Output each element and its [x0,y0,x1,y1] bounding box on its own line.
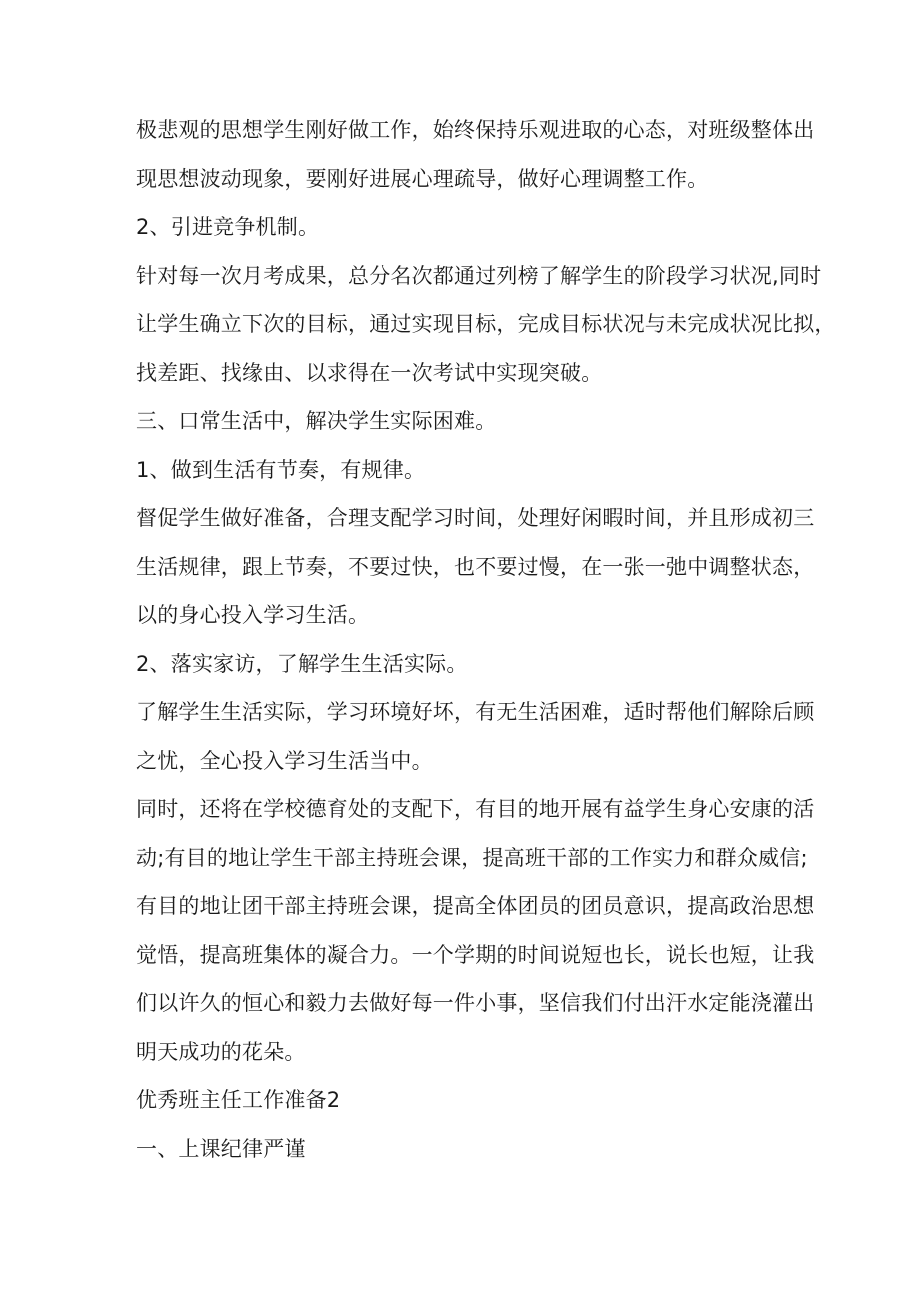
text-line: 针对每一次月考成果，总分名次都通过列榜了解学生的阶段学习状况,同时 [136,263,822,288]
section-heading: 2、落实家访，了解学生生活实际。 [136,651,468,676]
text-line: 们以许久的恒心和毅力去做好每一件小事，坚信我们付出汗水定能浇灌出 [136,991,815,1015]
text-line: 现思想波动现象，要刚好进展心理疏导，做好心理调整工作。 [136,166,709,191]
section-heading: 优秀班主任工作准备2 [136,1088,341,1112]
section-heading: 2、引进竞争机制。 [136,215,320,239]
text-line: 极悲观的思想学生刚好做工作，始终保持乐观进取的心态，对班级整体出 [136,118,815,142]
text-line: 了解学生生活实际，学习环境好坏，有无生活困难，适时帮他们解除后顾 [136,700,815,724]
text-line: 找差距、找缘由、以求得在一次考试中实现突破。 [136,360,603,385]
section-heading: 一、上课纪律严谨 [136,1136,306,1161]
text-line: 同时，还将在学校德育处的支配下，有目的地开展有益学生身心安康的活 [136,797,815,821]
text-line: 动;有目的地让学生干部主持班会课，提高班干部的工作实力和群众威信; [136,845,808,870]
section-heading: 三、口常生活中，解决学生实际困难。 [136,409,497,433]
text-line: 觉悟，提高班集体的凝合力。一个学期的时间说短也长，说长也短，让我 [136,942,815,967]
text-line: 明天成功的花朵。 [136,1039,306,1064]
document-body [136,106,836,1173]
text-line: 生活规律，跟上节奏，不要过快，也不要过慢，在一张一弛中调整状态， [136,554,815,579]
text-line: 之忧，全心投入学习生活当中。 [136,748,433,773]
text-line: 督促学生做好准备，合理支配学习时间，处理好闲暇时间，并且形成初三 [136,506,815,530]
section-heading: 1、做到生活有节奏，有规律。 [136,457,426,482]
text-line: 以的身心投入学习生活。 [136,603,370,627]
text-line: 有目的地让团干部主持班会课，提高全体团员的团员意识，提高政治思想 [136,894,815,918]
text-line: 让学生确立下次的目标，通过实现目标，完成目标状况与未完成状况比拟， [136,312,836,336]
